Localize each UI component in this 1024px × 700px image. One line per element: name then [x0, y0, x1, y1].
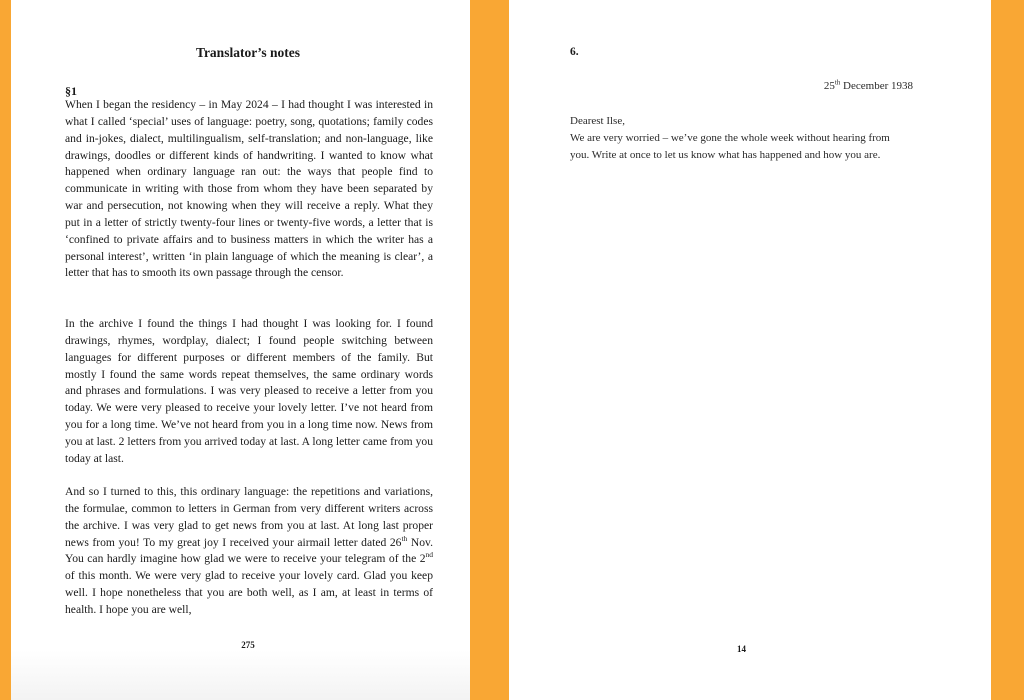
date-suffix: th [834, 78, 841, 87]
section-heading: §1 [65, 84, 77, 98]
left-page [11, 0, 470, 700]
text-run: And so I turned to this, this ordinary language: the repetitions and variations, the formulae, common to letters in German from very different writers across the archive. I was very glad to get news from you at last. At long last proper news from you! To my great joy I received your airmail letter dated 26 [65, 485, 433, 549]
right-margin [991, 0, 1024, 700]
left-margin [0, 0, 11, 700]
paragraph-text: In the archive I found the things I had thought I was looking for. I found drawings, rhymes, wordplay, dialect; I found people switching between languages for different purposes or different members of the family. But mostly I found the same words repeat themselves, the same ordinary words and phrases and formulations. I was very pleased to receive a letter from you today. We were very pleased to receive your lovely letter. I’ve not heard from you for a long time. We’ve not heard from you in a long time now. News from you at last. 2 letters from you arrived today at last. A long letter came from you today at last. [65, 317, 433, 465]
salutation: Dearest Ilse, [570, 115, 625, 127]
date-day: 25 [823, 80, 835, 92]
date-rest: December 1938 [840, 80, 913, 92]
paragraph-text: When I began the residency – in May 2024 – I had thought I was interested in what I called ‘special’ uses of language: poetry, song, quotations; family codes and in-jokes, dialect, multilingualism, self-translation; and non-language, like drawings, doodles or different kinds of handwriting. I wanted to know what happened when ordinary language ran out: the ways that people find to communicate in writing with those from whom they have been separated by war and persecution, not knowing when they will receive a reply. What they put in a letter of strictly twenty-four lines or twenty-five words, a letter that is ‘confined to private affairs and to business matters in which the writer has a personal interest’, written ‘in plain language of which the meaning is clear’, a letter that has to smooth its own passage through the censor. [65, 98, 433, 280]
paragraph-1 [65, 97, 433, 299]
text-run: Nov. You can hardly imagine how glad we were to receive your telegram of the 2 [65, 535, 433, 566]
page-number: 275 [241, 640, 255, 650]
paragraph-text [65, 484, 433, 619]
text-run: of this month. We were very glad to receive your lovely card. Glad you keep well. I hope nonetheless that you are both well, as I am, at least in terms of health. I hope you are well, [65, 569, 433, 616]
paragraph-2 [65, 316, 433, 484]
right-page [509, 0, 991, 700]
letter-date [824, 80, 913, 92]
page-number: 14 [737, 644, 746, 654]
ordinal-suffix: th [401, 533, 408, 543]
letter-body [570, 113, 900, 164]
page-title: Translator’s notes [195, 45, 301, 60]
center-gutter [470, 0, 509, 700]
paragraph-3 [65, 484, 433, 636]
letter-number: 6. [570, 46, 579, 58]
letter-text: We are very worried – we’ve gone the whole week without hearing from you. Write at once to let us know what has happened and how you are. [570, 132, 890, 161]
ordinal-suffix: nd [425, 550, 433, 560]
